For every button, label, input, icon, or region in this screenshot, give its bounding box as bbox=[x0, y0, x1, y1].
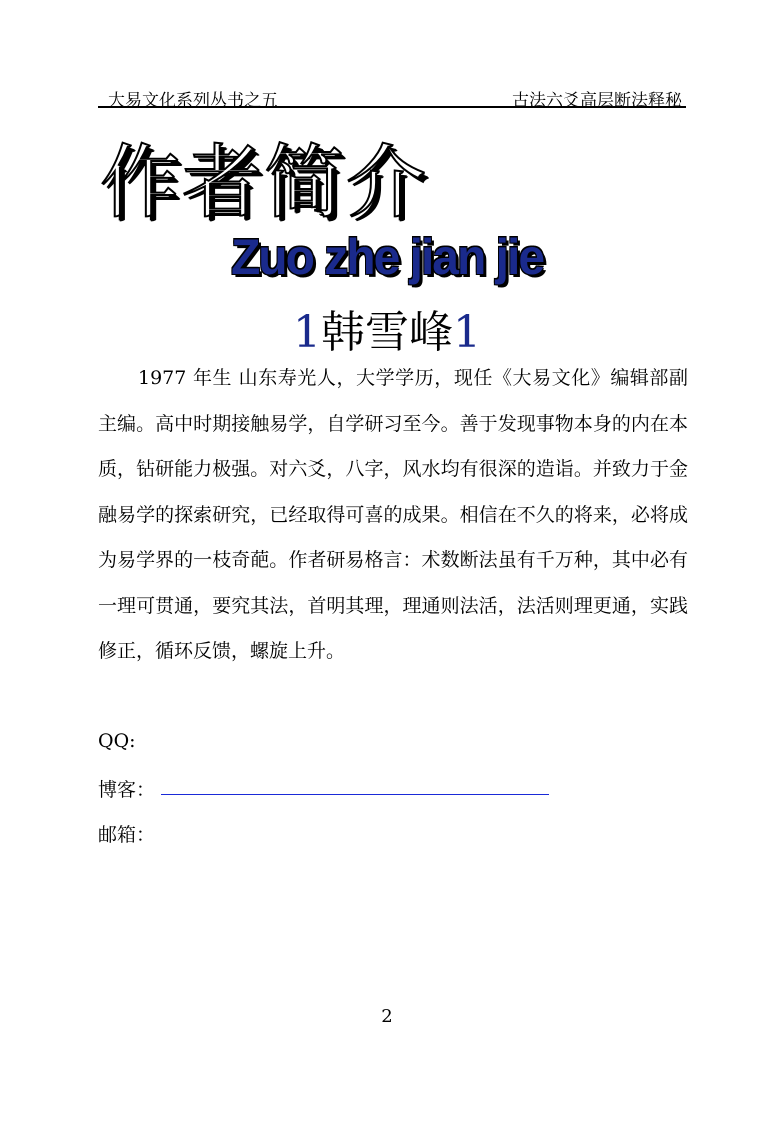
author-suffix: 1 bbox=[453, 307, 481, 358]
author-prefix: 1 bbox=[293, 307, 321, 358]
email-label: 邮箱： bbox=[98, 824, 156, 846]
page-title: 作者简介 bbox=[100, 136, 428, 229]
author-name bbox=[0, 296, 774, 360]
header-divider bbox=[98, 106, 686, 108]
qq-label: QQ: bbox=[98, 730, 136, 752]
author-bio: 1977 年生 山东寿光人，大学学历，现任《大易文化》编辑部副主编。高中时期接触易学，自学研习至今。善于发现事物本身的内在本质，钻研能力极强。对六爻，八字，风水均有很深的造诣。并致力于金融易学的探索研究，已经取得可喜的成果。相信在不久的将来，必将成为易学界的一枝奇葩。作者研易格言：术数断法虽有千万种，其中必有一理可贯通，要究其法，首明其理，理通则法活，法活则理更通，实践修正，循环反馈，螺旋上升。 bbox=[98, 367, 688, 662]
header-book-title: 古法六爻高层断法释秘 bbox=[512, 91, 682, 111]
pinyin-subtitle: Zuo zhe jian jie bbox=[230, 229, 544, 286]
page-number: 2 bbox=[381, 1006, 393, 1027]
blog-link-underline[interactable] bbox=[161, 794, 549, 795]
header-book-series: 大易文化系列丛书之五 bbox=[108, 91, 278, 111]
author-name-text: 韩雪峰 bbox=[321, 307, 453, 358]
blog-label: 博客： bbox=[98, 779, 156, 801]
